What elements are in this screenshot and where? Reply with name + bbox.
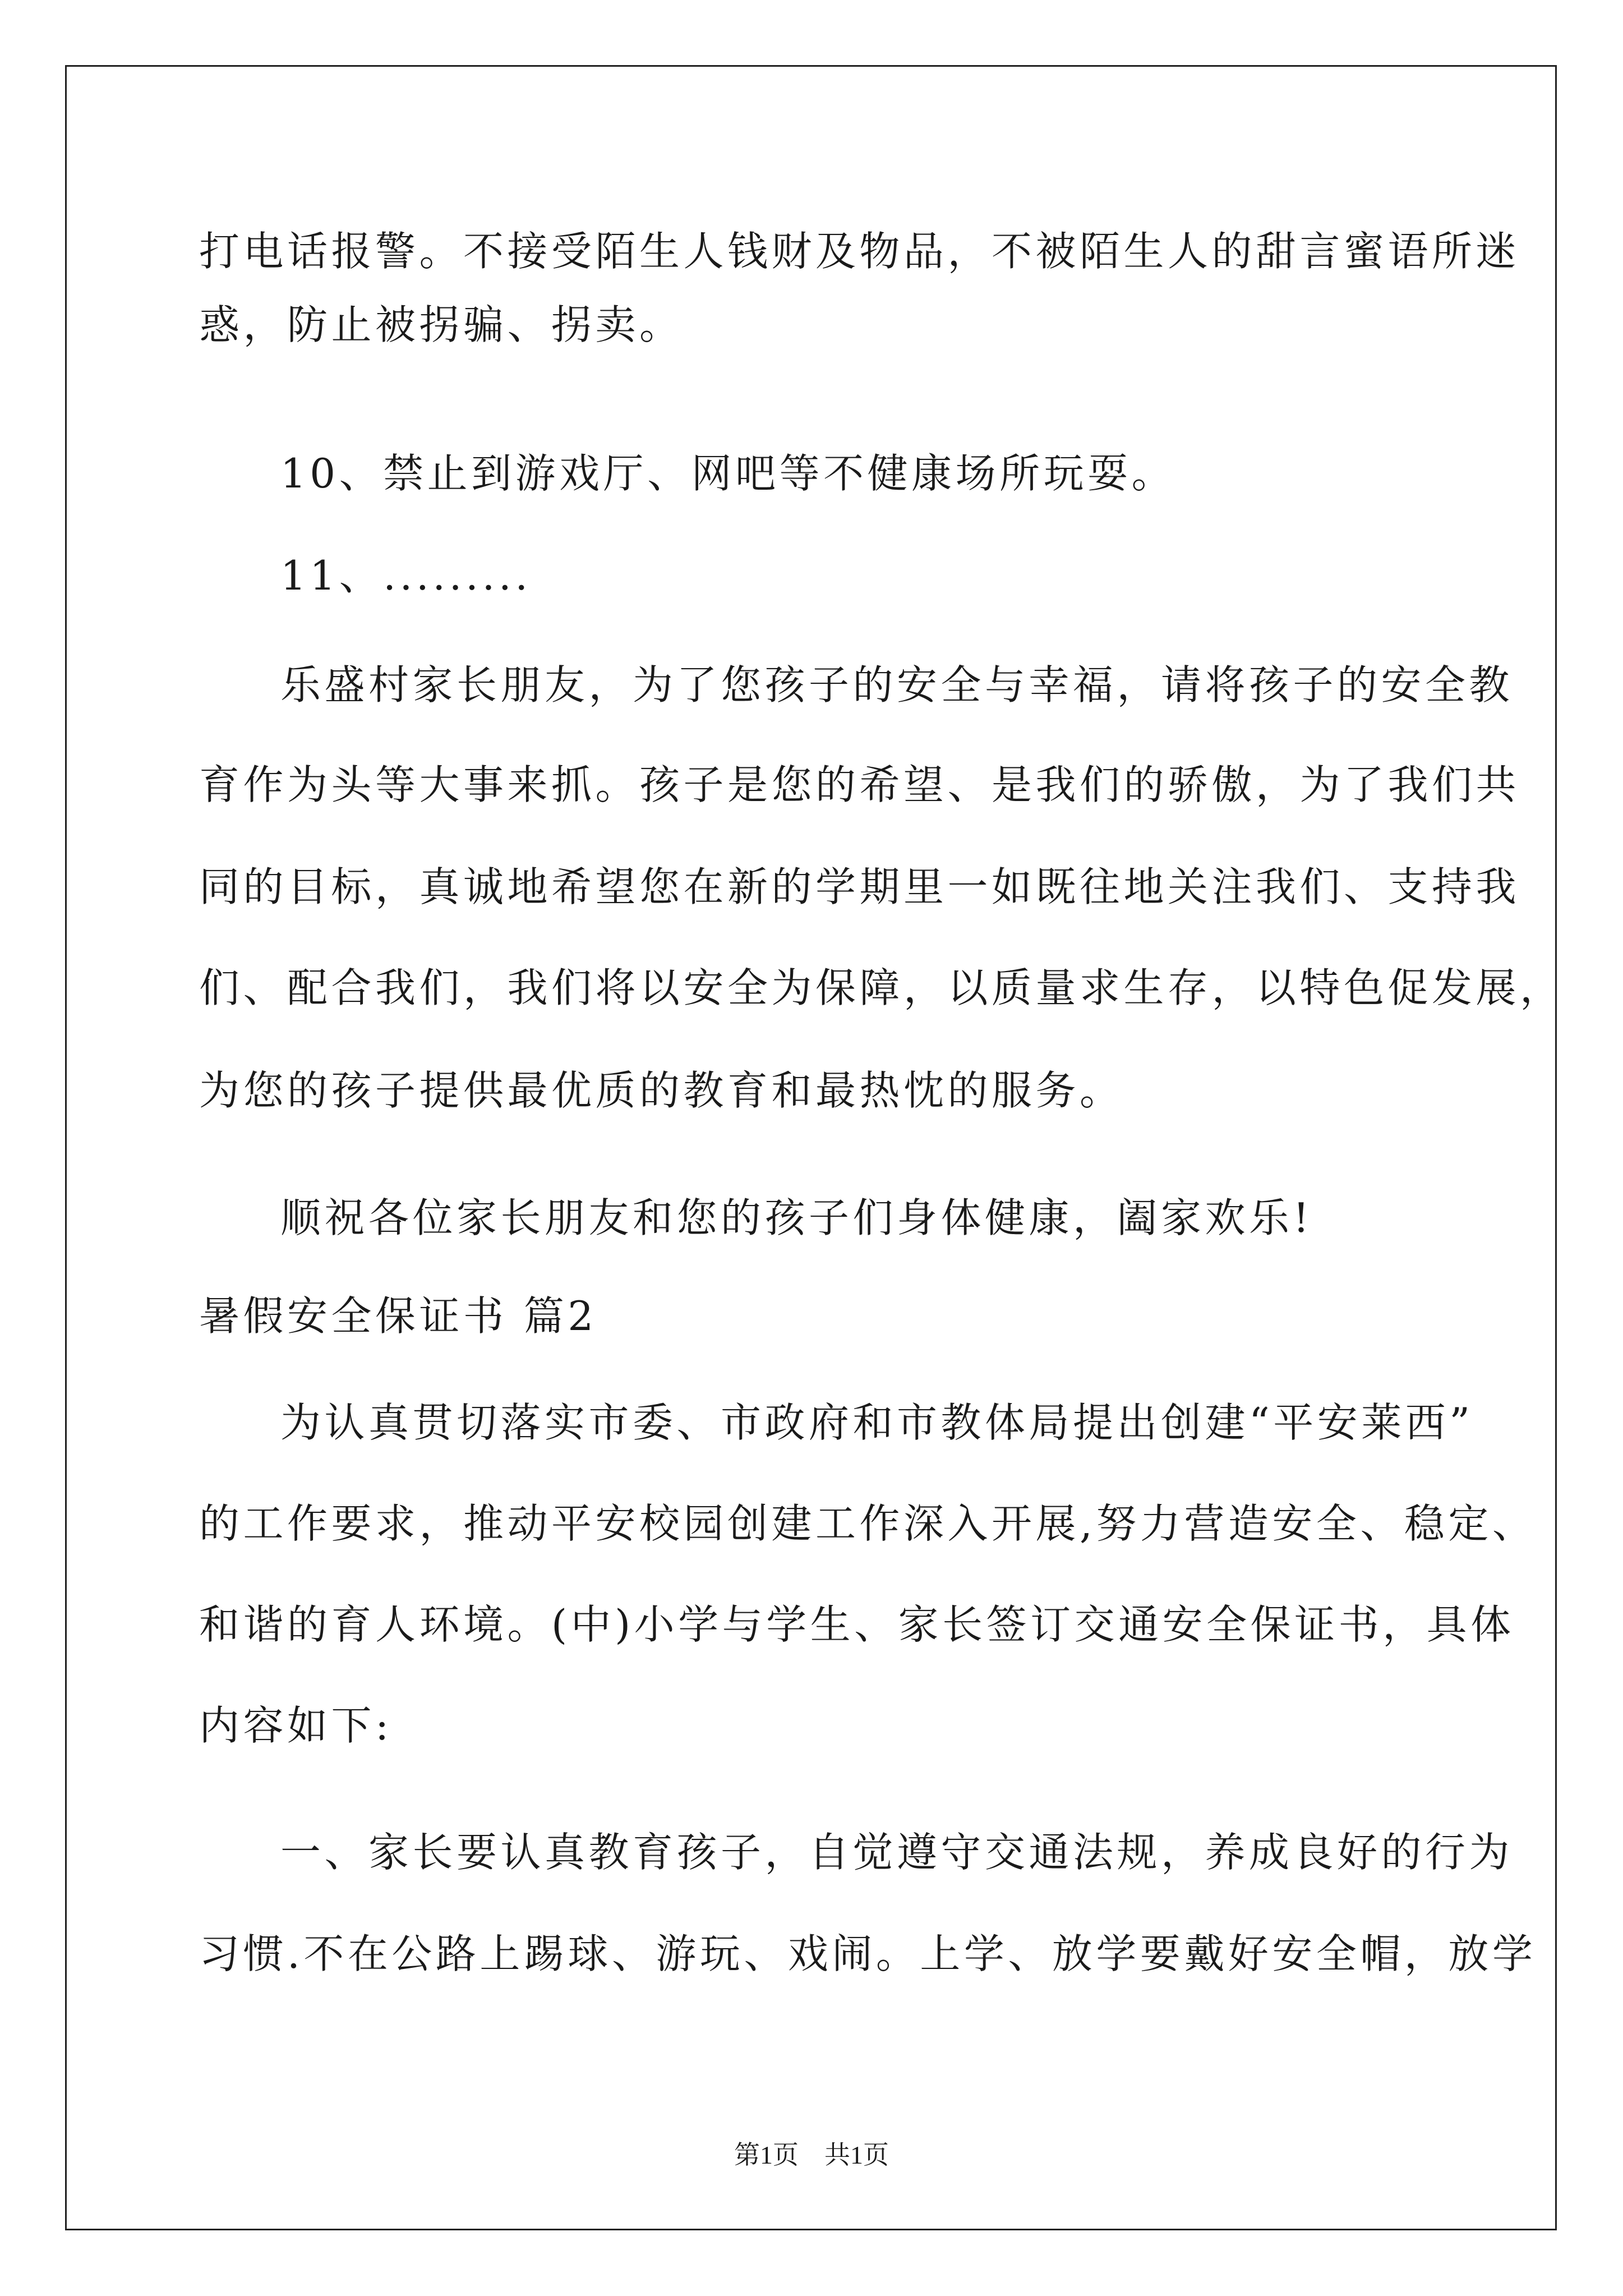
paragraph-line: 习惯.不在公路上踢球、游玩、戏闹。上学、放学要戴好安全帽，放学 bbox=[199, 1930, 1537, 1977]
paragraph-line: 们、配合我们，我们将以安全为保障，以质量求生存，以特色促发展， bbox=[199, 964, 1564, 1011]
page-number: 第1页 bbox=[734, 2141, 799, 2169]
paragraph-line: 为您的孩子提供最优质的教育和最热忱的服务。 bbox=[199, 1067, 1124, 1114]
paragraph-line: 的工作要求，推动平安校园创建工作深入开展,努力营造安全、稳定、 bbox=[199, 1500, 1537, 1547]
paragraph-line: 同的目标，真诚地希望您在新的学期里一如既往地关注我们、支持我 bbox=[199, 863, 1520, 910]
paragraph-line: 顺祝各位家长朋友和您的孩子们身体健康，阖家欢乐! bbox=[280, 1194, 1313, 1241]
paragraph-line: 为认真贯切落实市委、市政府和市教体局提出创建“平安莱西” bbox=[280, 1399, 1474, 1446]
section-heading: 暑假安全保证书 篇2 bbox=[199, 1292, 597, 1340]
paragraph-line: 惑，防止被拐骗、拐卖。 bbox=[199, 301, 684, 348]
page-footer bbox=[0, 2134, 1623, 2171]
paragraph-line: 和谐的育人环境。(中)小学与学生、家长签订交通安全保证书，具体 bbox=[199, 1601, 1515, 1648]
page-border bbox=[65, 65, 1557, 2230]
list-item-10: 10、禁止到游戏厅、网吧等不健康场所玩耍。 bbox=[280, 450, 1176, 497]
paragraph-line: 育作为头等大事来抓。孩子是您的希望、是我们的骄傲，为了我们共 bbox=[199, 761, 1520, 808]
paragraph-line: 内容如下: bbox=[199, 1702, 393, 1749]
page-total: 共1页 bbox=[824, 2141, 889, 2169]
paragraph-line: 打电话报警。不接受陌生人钱财及物品，不被陌生人的甜言蜜语所迷 bbox=[199, 228, 1520, 275]
paragraph-line: 乐盛村家长朋友，为了您孩子的安全与幸福，请将孩子的安全教 bbox=[280, 661, 1514, 708]
list-item-11: 11、......... bbox=[280, 552, 532, 599]
paragraph-line: 一、家长要认真教育孩子，自觉遵守交通法规，养成良好的行为 bbox=[280, 1829, 1514, 1876]
